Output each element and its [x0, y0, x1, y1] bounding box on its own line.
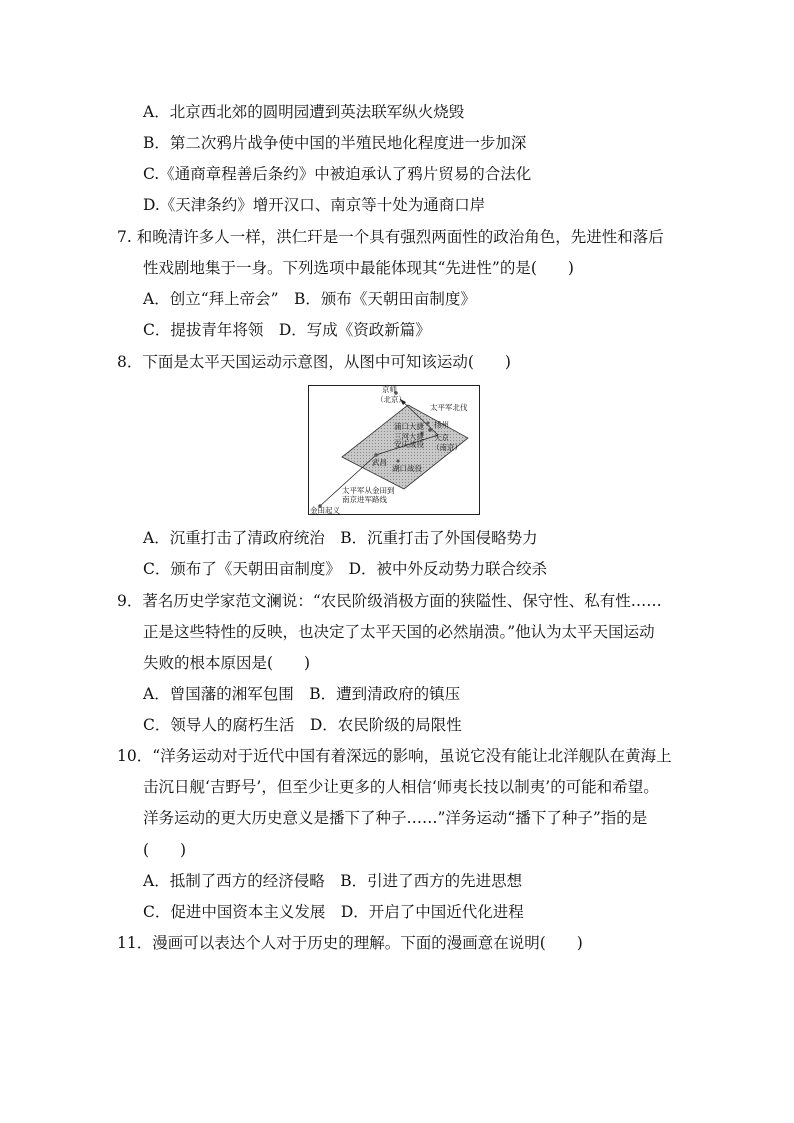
q7-stem-line1: 7. 和晚清许多人一样，洪仁玕是一个具有强烈两面性的政治角色，先进性和落后: [117, 228, 664, 246]
map-label-tianjing: 天京: [434, 433, 449, 442]
q9-stem-line3: 失败的根本原因是( ): [143, 654, 311, 672]
marker-nanjing: [428, 428, 432, 432]
q8-options-ab: A．沉重打击了清政府统治 B．沉重打击了外国侵略势力: [143, 529, 538, 547]
q6-option-c: C.《通商章程善后条约》中被迫承认了鸦片贸易的合法化: [143, 165, 532, 183]
map-label-route-2: 南京进军路线: [342, 495, 387, 504]
marker-yangzhou: [427, 422, 430, 425]
q8-stem-line1: 8．下面是太平天国运动示意图，从图中可知该运动( ): [117, 353, 511, 371]
q9-stem-line1: 9．著名历史学家范文澜说：“农民阶级消极方面的狭隘性、保守性、私有性……: [117, 592, 662, 610]
q9-options-cd: C．领导人的腐朽生活 D．农民阶级的局限性: [143, 716, 462, 734]
q10-stem-line3: 洋务运动的更大历史意义是播下了种子……”洋务运动“播下了种子”指的是: [143, 809, 648, 827]
q7-stem-line2: 性戏剧地集于一身。下列选项中最能体现其“先进性”的是( ): [143, 259, 574, 277]
q6-option-a: A．北京西北郊的圆明园遭到英法联军纵火烧毁: [143, 103, 465, 121]
map-label-anqing: 安庆战役: [394, 440, 424, 449]
map-label-nanjing: （南京）: [432, 443, 462, 452]
q8-options-cd: C．颁布了《天朝田亩制度》 D．被中外反动势力联合绞杀: [143, 560, 548, 578]
q10-stem-line1: 10．“洋务运动对于近代中国有着深远的影响，虽说它没有能让北洋舰队在黄海上: [117, 747, 672, 765]
map-label-beijing: （北京）: [376, 395, 406, 404]
q9-stem-line2: 正是这些特性的反映，也决定了太平天国的必然崩溃。”他认为太平天国运动: [143, 623, 655, 641]
q6-option-b: B．第二次鸦片战争使中国的半殖民地化程度进一步加深: [143, 134, 527, 152]
map-label-hukou: 湖口战役: [392, 464, 422, 473]
q9-options-ab: A．曾国藩的湘军包围 B．遭到清政府的镇压: [143, 685, 461, 703]
q10-options-ab: A．抵制了西方的经济侵略 B．引进了西方的先进思想: [143, 872, 523, 890]
map-label-yangzhou: 扬州: [434, 420, 449, 429]
map-label-route-1: 太平军从金田到: [342, 486, 395, 495]
marker-wuchang: [374, 453, 378, 457]
q11-stem-line1: 11．漫画可以表达个人对于历史的理解。下面的漫画意在说明( ): [117, 934, 583, 952]
map-label-northern-expedition: 太平军北伐: [430, 403, 468, 412]
marker-hukou: [397, 460, 400, 463]
q7-options-cd: C．提拔青年将领 D．写成《资政新篇》: [143, 321, 431, 339]
q10-stem-line2: 击沉日舰‘吉野号’，但至少让更多的人相信‘师夷长技以制夷’的可能和希望。: [143, 778, 659, 796]
map-label-sanhe: 三河大捷: [394, 432, 424, 441]
map-label-jintian: 金田起义: [310, 506, 340, 515]
q10-stem-line4: ( ): [143, 841, 187, 859]
map-label-jingshi: 京师: [382, 385, 397, 394]
taiping-movement-map: [308, 385, 480, 515]
q7-options-ab: A．创立“拜上帝会” B．颁布《天朝田亩制度》: [143, 290, 476, 308]
map-label-wuchang: 武昌: [372, 458, 387, 467]
map-label-pukou: 浦口大捷: [394, 422, 424, 431]
q6-option-d: D.《天津条约》增开汉口、南京等十处为通商口岸: [143, 196, 486, 214]
q10-options-cd: C．促进中国资本主义发展 D．开启了中国近代化进程: [143, 903, 524, 921]
